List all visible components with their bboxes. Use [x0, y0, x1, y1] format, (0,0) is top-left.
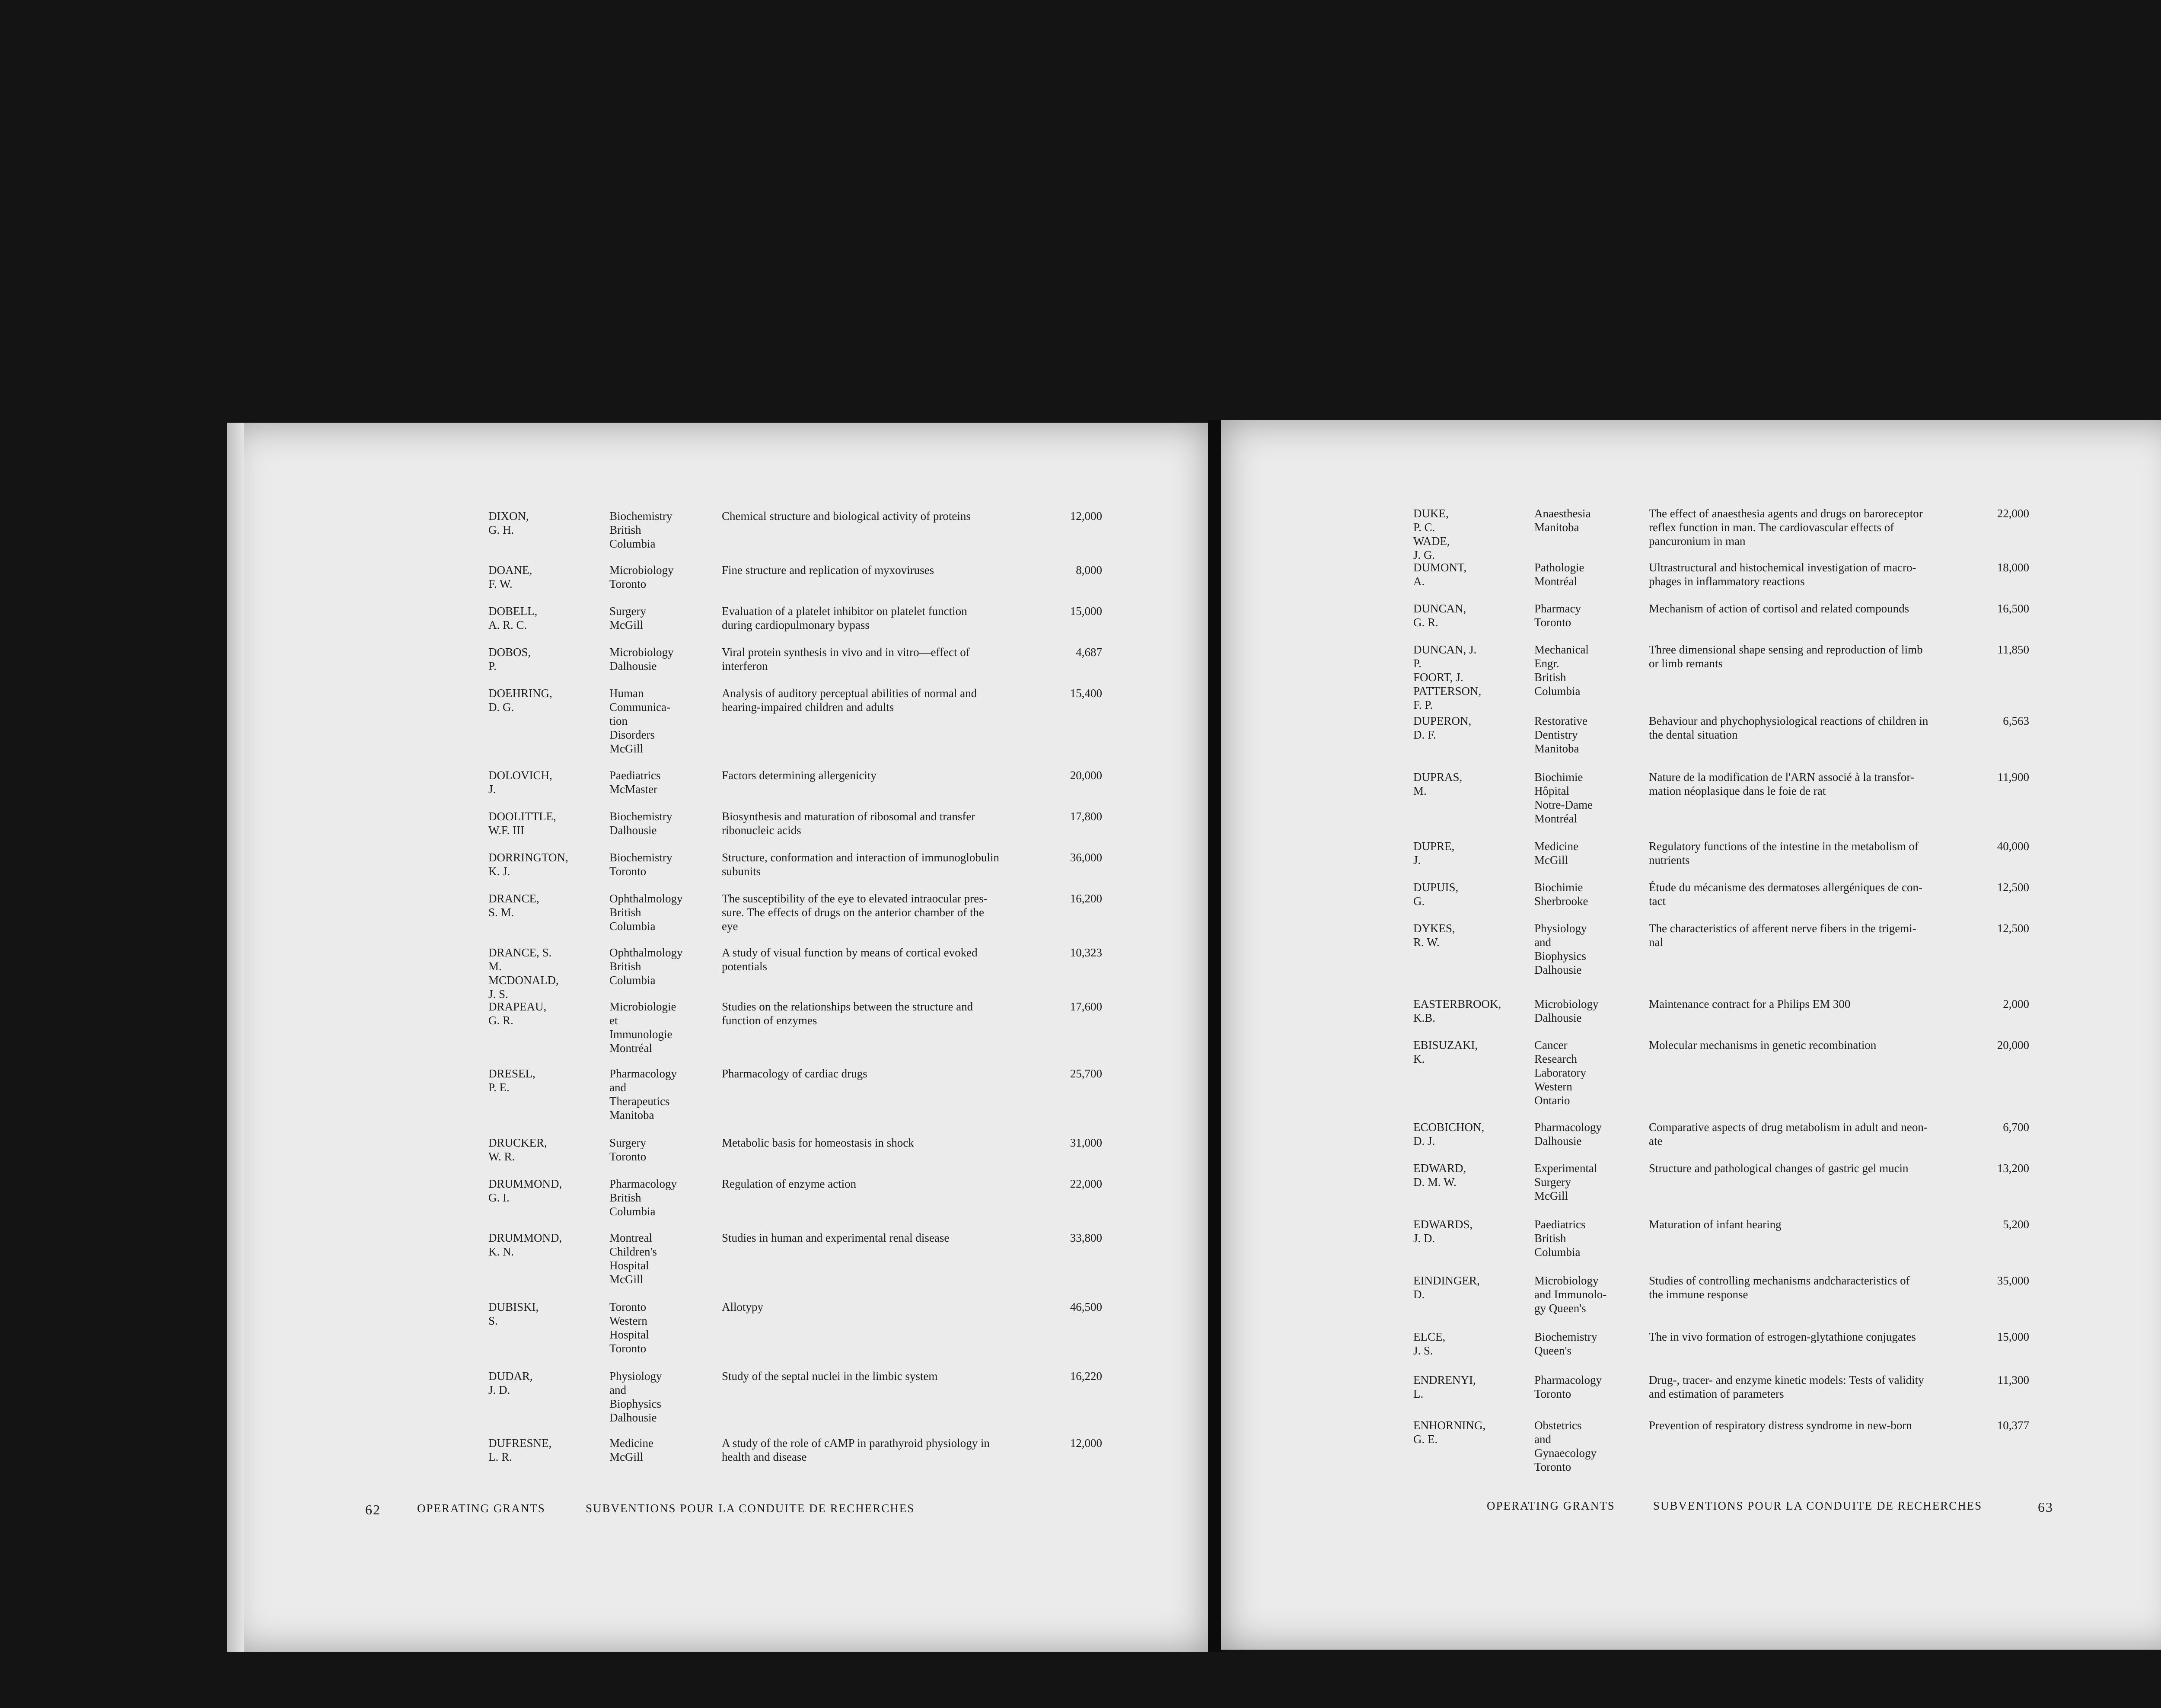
grant-name: DRESEL, P. E. [488, 1067, 535, 1094]
grant-title: Ultrastructural and histochemical investigation of macro- phages in inflammatory reactions [1649, 561, 1916, 588]
grant-amount: 11,900 [1997, 771, 2029, 784]
left-page [227, 423, 1210, 1652]
grant-name: DRANCE, S. M. [488, 892, 539, 919]
grant-title: Structure and pathological changes of gastric gel mucin [1649, 1162, 1909, 1175]
grant-name: DOLOVICH, J. [488, 769, 552, 796]
grant-department: Microbiology Toronto [609, 564, 674, 590]
grant-department: Pharmacology British Columbia [609, 1177, 677, 1218]
grant-name: ECOBICHON, D. J. [1413, 1121, 1485, 1147]
grant-amount: 18,000 [1997, 561, 2029, 574]
grant-amount: 12,500 [1997, 881, 2029, 894]
grant-title: Evaluation of a platelet inhibitor on platelet function during cardiopulmonary bypass [722, 605, 967, 631]
grant-name: DUKE, P. C. WADE, J. G. [1413, 507, 1450, 561]
grant-title: Drug-, tracer- and enzyme kinetic models: Tests of validity and estimation of parameters [1649, 1373, 1924, 1400]
grant-amount: 17,800 [1070, 810, 1102, 823]
grant-name: DUDAR, J. D. [488, 1370, 533, 1396]
grant-title: Mechanism of action of cortisol and related compounds [1649, 602, 1909, 615]
grant-title: The susceptibility of the eye to elevated intraocular pres- sure. The effects of drugs on the anterior chamber of the eye [722, 892, 988, 933]
grant-name: EBISUZAKI, K. [1413, 1039, 1478, 1065]
grant-title: The characteristics of afferent nerve fibers in the trigemi- nal [1649, 922, 1916, 949]
grant-department: Biochemistry Toronto [609, 851, 673, 878]
grant-department: Physiology and Biophysics Dalhousie [609, 1370, 662, 1424]
grant-title: Prevention of respiratory distress syndrome in new-born [1649, 1419, 1912, 1432]
page-number: 62 [365, 1502, 381, 1517]
grant-name: DIXON, G. H. [488, 510, 529, 536]
grant-title: Biosynthesis and maturation of ribosomal and transfer ribonucleic acids [722, 810, 975, 837]
grant-amount: 31,000 [1070, 1136, 1102, 1149]
grant-amount: 10,377 [1997, 1419, 2029, 1432]
grant-amount: 16,200 [1070, 892, 1102, 905]
grant-title: Maintenance contract for a Philips EM 300 [1649, 997, 1851, 1010]
grant-amount: 8,000 [1076, 564, 1102, 577]
grant-title: The in vivo formation of estrogen-glytathione conjugates [1649, 1330, 1916, 1343]
grant-name: DRANCE, S. M. MCDONALD, J. S. [488, 946, 559, 1001]
footer-label-en: OPERATING GRANTS [1487, 1499, 1615, 1512]
grant-department: Surgery McGill [609, 605, 646, 631]
grant-department: Microbiology Dalhousie [609, 646, 674, 672]
grant-name: DUPRAS, M. [1413, 771, 1463, 797]
grant-department: Microbiology Dalhousie [1534, 997, 1599, 1024]
grant-amount: 15,400 [1070, 687, 1102, 700]
grant-amount: 11,850 [1997, 643, 2029, 656]
grant-amount: 15,000 [1997, 1330, 2029, 1343]
grant-department: Mechanical Engr. British Columbia [1534, 643, 1589, 698]
grant-amount: 35,000 [1997, 1274, 2029, 1287]
grant-department: Paediatrics British Columbia [1534, 1218, 1586, 1259]
grant-name: DORRINGTON, K. J. [488, 851, 568, 878]
grant-amount: 25,700 [1070, 1067, 1102, 1080]
grant-amount: 4,687 [1076, 646, 1102, 659]
grant-name: EASTERBROOK, K.B. [1413, 997, 1501, 1024]
grant-department: Paediatrics McMaster [609, 769, 661, 796]
grant-title: Study of the septal nuclei in the limbic system [722, 1370, 938, 1383]
grant-amount: 12,500 [1997, 922, 2029, 935]
grant-title: Fine structure and replication of myxoviruses [722, 564, 934, 577]
grant-department: Pathologie Montréal [1534, 561, 1584, 588]
grant-name: DUPRE, J. [1413, 840, 1455, 867]
grant-amount: 46,500 [1070, 1300, 1102, 1313]
grant-title: Viral protein synthesis in vivo and in vitro—effect of interferon [722, 646, 970, 672]
grant-title: Molecular mechanisms in genetic recombination [1649, 1039, 1877, 1052]
grant-title: Regulation of enzyme action [722, 1177, 857, 1190]
grant-amount: 10,323 [1070, 946, 1102, 959]
grant-name: EDWARDS, J. D. [1413, 1218, 1473, 1245]
grant-name: DYKES, R. W. [1413, 922, 1455, 949]
grant-name: EINDINGER, D. [1413, 1274, 1480, 1301]
grant-amount: 5,200 [2003, 1218, 2029, 1231]
grant-amount: 17,600 [1070, 1000, 1102, 1013]
grant-amount: 22,000 [1997, 507, 2029, 520]
grant-department: Biochimie Hôpital Notre-Dame Montréal [1534, 771, 1593, 825]
grant-name: DOOLITTLE, W.F. III [488, 810, 556, 837]
page-number: 63 [2038, 1499, 2053, 1515]
grant-department: Biochemistry British Columbia [609, 510, 673, 550]
grant-title: Metabolic basis for homeostasis in shock [722, 1136, 914, 1149]
grant-department: Biochemistry Dalhousie [609, 810, 673, 837]
grant-title: Studies on the relationships between the structure and function of enzymes [722, 1000, 973, 1027]
grant-department: Microbiologie et Immunologie Montréal [609, 1000, 676, 1055]
grant-department: Medicine McGill [609, 1437, 653, 1463]
grant-amount: 16,500 [1997, 602, 2029, 615]
grant-title: Nature de la modification de l'ARN associé à la transfor- mation néoplasique dans le foie de rat [1649, 771, 1914, 797]
grant-department: Biochimie Sherbrooke [1534, 881, 1588, 908]
grant-department: Montreal Children's Hospital McGill [609, 1231, 657, 1286]
grant-name: DUMONT, A. [1413, 561, 1467, 588]
grant-department: Pharmacology and Therapeutics Manitoba [609, 1067, 677, 1122]
grant-title: Behaviour and phychophysiological reactions of children in the dental situation [1649, 714, 1928, 741]
grant-amount: 11,300 [1997, 1373, 2029, 1386]
grant-amount: 33,800 [1070, 1231, 1102, 1244]
grant-department: Medicine McGill [1534, 840, 1578, 867]
grant-department: Ophthalmology British Columbia [609, 892, 683, 933]
grant-title: Studies of controlling mechanisms andcharacteristics of the immune response [1649, 1274, 1910, 1301]
grant-title: The effect of anaesthesia agents and drugs on baroreceptor reflex function in man. The cardiovascular effects of pancuronium in man [1649, 507, 1923, 548]
grant-department: Cancer Research Laboratory Western Ontario [1534, 1039, 1586, 1107]
grant-name: DUNCAN, J. P. FOORT, J. PATTERSON, F. P. [1413, 643, 1482, 711]
grant-title: Comparative aspects of drug metabolism in adult and neon- ate [1649, 1121, 1928, 1147]
grant-name: DRUMMOND, K. N. [488, 1231, 562, 1258]
grant-amount: 2,000 [2003, 997, 2029, 1010]
grant-amount: 6,700 [2003, 1121, 2029, 1134]
grant-department: Obstetrics and Gynaecology Toronto [1534, 1419, 1597, 1473]
grant-name: ELCE, J. S. [1413, 1330, 1446, 1357]
grant-name: DOBOS, P. [488, 646, 531, 672]
grant-department: Human Communica- tion Disorders McGill [609, 687, 670, 755]
grant-title: Chemical structure and biological activity of proteins [722, 510, 971, 523]
grant-department: Pharmacology Toronto [1534, 1373, 1602, 1400]
grant-name: ENHORNING, G. E. [1413, 1419, 1486, 1446]
grant-name: DUNCAN, G. R. [1413, 602, 1466, 629]
grant-title: Pharmacology of cardiac drugs [722, 1067, 867, 1080]
grant-name: DUFRESNE, L. R. [488, 1437, 552, 1463]
grant-amount: 12,000 [1070, 510, 1102, 523]
grant-name: DOEHRING, D. G. [488, 687, 552, 714]
grant-amount: 15,000 [1070, 605, 1102, 618]
grant-department: Physiology and Biophysics Dalhousie [1534, 922, 1587, 976]
grant-title: Factors determining allergenicity [722, 769, 877, 782]
grant-title: Analysis of auditory perceptual abilities of normal and hearing-impaired children and adults [722, 687, 977, 714]
grant-title: Three dimensional shape sensing and reproduction of limb or limb remants [1649, 643, 1923, 670]
grant-name: DOBELL, A. R. C. [488, 605, 538, 631]
footer-label-en: OPERATING GRANTS [417, 1502, 545, 1515]
grant-department: Microbiology and Immunolo- gy Queen's [1534, 1274, 1607, 1315]
footer-label-fr: SUBVENTIONS POUR LA CONDUITE DE RECHERCHES [586, 1502, 915, 1515]
grant-amount: 22,000 [1070, 1177, 1102, 1190]
grant-title: Maturation of infant hearing [1649, 1218, 1782, 1231]
grant-amount: 40,000 [1997, 840, 2029, 853]
grant-title: Studies in human and experimental renal disease [722, 1231, 950, 1244]
right-page [1221, 420, 2161, 1650]
grant-name: EDWARD, D. M. W. [1413, 1162, 1466, 1189]
grant-amount: 20,000 [1997, 1039, 2029, 1052]
grant-title: Structure, conformation and interaction of immunoglobulin subunits [722, 851, 999, 878]
grant-name: DRUCKER, W. R. [488, 1136, 547, 1163]
grant-department: Toronto Western Hospital Toronto [609, 1300, 649, 1355]
grant-department: Pharmacology Dalhousie [1534, 1121, 1602, 1147]
footer-label-fr: SUBVENTIONS POUR LA CONDUITE DE RECHERCHES [1653, 1499, 1983, 1512]
grant-title: Regulatory functions of the intestine in the metabolism of nutrients [1649, 840, 1919, 867]
grant-name: DRUMMOND, G. I. [488, 1177, 562, 1204]
grant-amount: 16,220 [1070, 1370, 1102, 1383]
grant-title: Allotypy [722, 1300, 764, 1313]
grant-title: A study of the role of cAMP in parathyroid physiology in health and disease [722, 1437, 990, 1463]
grant-name: DUPUIS, G. [1413, 881, 1459, 908]
grant-amount: 12,000 [1070, 1437, 1102, 1450]
grant-department: Restorative Dentistry Manitoba [1534, 714, 1587, 755]
grant-name: ENDRENYI, L. [1413, 1373, 1476, 1400]
grant-name: DOANE, F. W. [488, 564, 532, 590]
grant-department: Experimental Surgery McGill [1534, 1162, 1597, 1202]
grant-department: Pharmacy Toronto [1534, 602, 1581, 629]
grant-amount: 36,000 [1070, 851, 1102, 864]
grant-department: Surgery Toronto [609, 1136, 647, 1163]
grant-name: DRAPEAU, G. R. [488, 1000, 547, 1027]
grant-amount: 20,000 [1070, 769, 1102, 782]
grant-amount: 13,200 [1997, 1162, 2029, 1175]
page-edge [227, 423, 244, 1652]
grant-amount: 6,563 [2003, 714, 2029, 727]
grant-department: Anaesthesia Manitoba [1534, 507, 1591, 534]
grant-department: Ophthalmology British Columbia [609, 946, 683, 987]
grant-title: A study of visual function by means of cortical evoked potentials [722, 946, 978, 973]
grant-title: Étude du mécanisme des dermatoses allergéniques de con- tact [1649, 881, 1923, 908]
grant-department: Biochemistry Queen's [1534, 1330, 1597, 1357]
grant-name: DUBISKI, S. [488, 1300, 539, 1327]
grant-name: DUPERON, D. F. [1413, 714, 1472, 741]
